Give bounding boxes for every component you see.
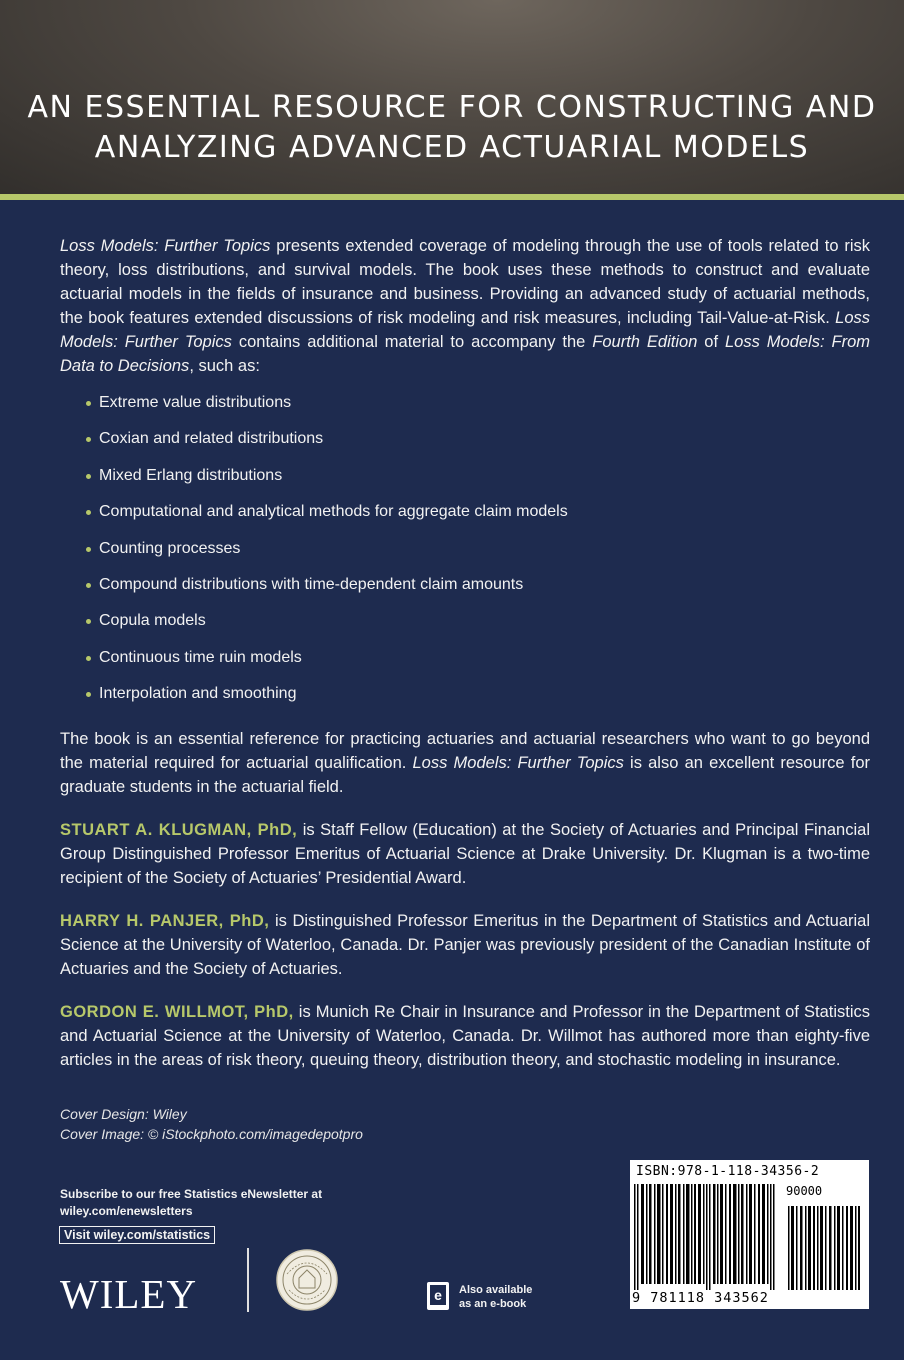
author-name: STUART A. KLUGMAN, PhD, <box>60 820 298 839</box>
bullet-icon <box>86 401 91 406</box>
list-item: Compound distributions with time-dependent claim amounts <box>60 573 870 609</box>
bullet-icon <box>86 619 91 624</box>
isbn-number: ISBN:978-1-118-34356-2 <box>636 1164 820 1179</box>
bullet-icon <box>86 510 91 515</box>
list-item: Extreme value distributions <box>60 391 870 427</box>
visit-link[interactable]: Visit wiley.com/statistics <box>59 1226 215 1244</box>
accent-rule <box>0 194 904 200</box>
barcode-bars-icon <box>634 1184 866 1290</box>
list-item: Computational and analytical methods for aggregate claim models <box>60 500 870 536</box>
list-item: Continuous time ruin models <box>60 646 870 682</box>
list-item: Coxian and related distributions <box>60 427 870 463</box>
cover-design-credit: Cover Design: Wiley <box>60 1106 187 1122</box>
ebook-note: Also available as an e-book <box>459 1284 533 1310</box>
header-title: AN ESSENTIAL RESOURCE FOR CONSTRUCTING AND ANALYZING ADVANCED ACTUARIAL MODELS <box>27 90 877 165</box>
closing-paragraph: The book is an essential reference for practicing actuaries and actuarial researchers who want to go beyond the material required for actuarial qualification. Loss Models: Further Topics is also an excellent resource for graduate students in the actuarial field. <box>60 729 870 796</box>
author-name: HARRY H. PANJER, PhD, <box>60 911 270 930</box>
price-code: 90000 <box>786 1184 823 1198</box>
list-item: Copula models <box>60 609 870 645</box>
book-title: Loss Models: Further Topics <box>412 753 624 772</box>
svg-text:e: e <box>434 1287 442 1303</box>
list-item: Mixed Erlang distributions <box>60 464 870 500</box>
bullet-icon <box>86 656 91 661</box>
ebook-icon <box>426 1281 450 1311</box>
cover-header <box>0 0 904 194</box>
author-bio: STUART A. KLUGMAN, PhD, is Staff Fellow (Education) at the Society of Actuaries and Principal Financial Group Distinguished Professor Emeritus of Actuarial Science at Drake University. Dr. Klugman is a two-time recipient of the Society of Actuaries’ Presidential Award. <box>60 820 870 887</box>
topics-list <box>60 391 870 719</box>
author-name: GORDON E. WILLMOT, PhD, <box>60 1002 294 1021</box>
author-bio: HARRY H. PANJER, PhD, is Distinguished Professor Emeritus in the Department of Statistics and Actuarial Science at the University of Waterloo, Canada. Dr. Panjer was previously president of the Canadian Institute of Actuaries and the Society of Actuaries. <box>60 911 870 978</box>
newsletter-note: Subscribe to our free Statistics eNewsletter at wiley.com/enewsletters <box>60 1187 323 1218</box>
book-title: Loss Models: Further Topics <box>60 309 870 351</box>
back-cover-copy <box>60 234 870 1072</box>
newsletter-link[interactable]: wiley.com/enewsletters <box>60 1204 193 1218</box>
barcode-digits: 9 781118 343562 <box>632 1290 769 1306</box>
list-item: Interpolation and smoothing <box>60 682 870 718</box>
intro-paragraph: Loss Models: Further Topics presents extended coverage of modeling through the use of tools related to risk theory, loss distributions, and survival models. The book uses these methods to construct and evaluate actuarial models in the fields of insurance and business. Providing an advanced study of actuarial methods, the book features extended discussions of risk modeling and risk measures, including Tail-Value-at-Risk. Loss Models: Further Topics contains additional material to accompany the Fourth Edition of Loss Models: From Data to Decisions, such as: <box>60 237 871 375</box>
wiley-logo: WILEY <box>60 1271 198 1317</box>
edition: Fourth Edition <box>592 333 698 351</box>
book-title: Loss Models: Further Topics <box>60 237 271 255</box>
cover-credits <box>60 1104 363 1144</box>
cover-image-credit: Cover Image: © iStockphoto.com/imagedepotpro <box>60 1126 363 1142</box>
bullet-icon <box>86 474 91 479</box>
author-bio: GORDON E. WILLMOT, PhD, is Munich Re Chair in Insurance and Professor in the Department of Statistics and Actuarial Science at the University of Waterloo, Canada. Dr. Willmot has authored more than eighty-five articles in the areas of risk theory, queuing theory, distribution theory, and stochastic modeling in insurance. <box>60 1002 870 1069</box>
logo-divider <box>247 1248 249 1312</box>
list-item: Counting processes <box>60 537 870 573</box>
bullet-icon <box>86 437 91 442</box>
companion-title: Loss Models: From Data to Decisions <box>60 333 870 375</box>
bullet-icon <box>86 692 91 697</box>
bullet-icon <box>86 547 91 552</box>
isbn-barcode <box>630 1160 869 1309</box>
society-of-actuaries-seal-icon <box>275 1248 339 1312</box>
bullet-icon <box>86 583 91 588</box>
